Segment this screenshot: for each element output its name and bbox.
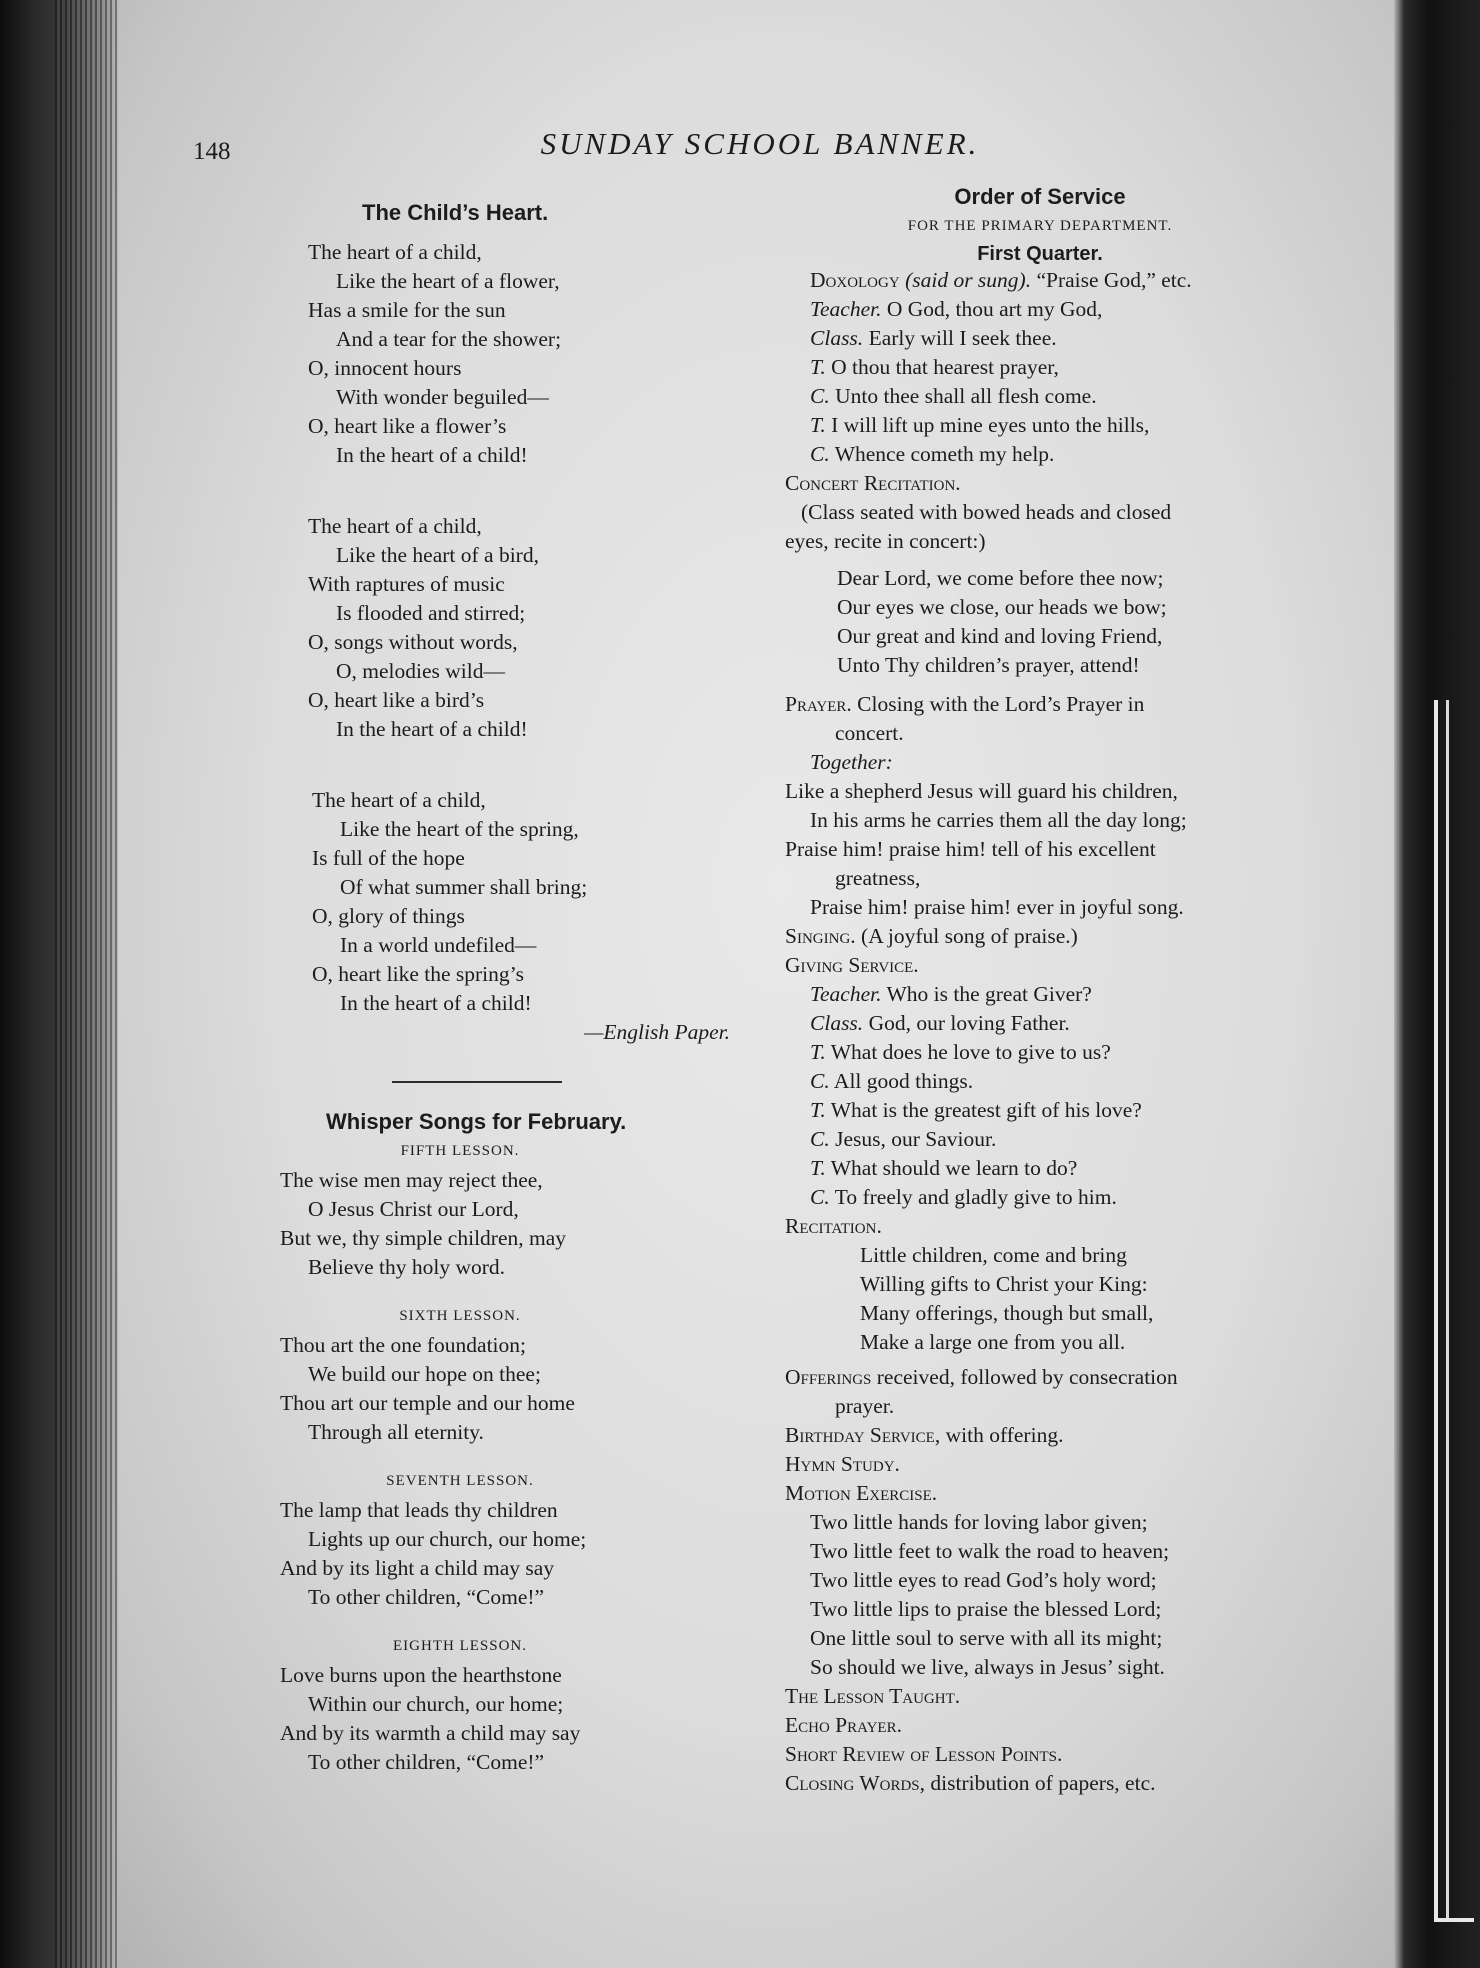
prayer-line: Prayer. Closing with the Lord’s Prayer in	[785, 692, 1145, 716]
giving-line: Class. God, our loving Father.	[810, 1011, 1070, 1035]
poem-line: Has a smile for the sun	[308, 298, 506, 322]
poem-line: With wonder beguiled—	[336, 385, 549, 409]
service-title: Order of Service	[954, 184, 1126, 209]
poem-line: Like the heart of a flower,	[336, 269, 560, 293]
lesson-block	[280, 1638, 750, 1777]
response-line: C. Unto thee shall all flesh come.	[810, 384, 1097, 408]
giving-line: T. What does he love to give to us?	[810, 1040, 1111, 1064]
lesson-line: The wise men may reject thee,	[280, 1168, 543, 1192]
lesson-line: To other children, “Come!”	[308, 1750, 545, 1774]
page-number: 148	[193, 138, 231, 165]
together-line: Praise him! praise him! ever in joyful song.	[810, 895, 1184, 919]
poem-line: The heart of a child,	[312, 788, 486, 812]
together-line: greatness,	[835, 866, 921, 890]
closing-item: Closing Words, distribution of papers, etc.	[785, 1771, 1156, 1795]
lesson-heading: SEVENTH LESSON.	[386, 1473, 534, 1489]
poem-line: O, songs without words,	[308, 630, 518, 654]
offerings-cont: prayer.	[835, 1394, 895, 1418]
together-line: In his arms he carries them all the day long;	[810, 808, 1187, 832]
response-line: C. Whence cometh my help.	[810, 442, 1055, 466]
response-line: T. I will lift up mine eyes unto the hills,	[810, 413, 1150, 437]
facing-page-edge	[1394, 0, 1480, 1968]
recitation-verse: Little children, come and bring	[860, 1243, 1127, 1267]
lesson-line: And by its light a child may say	[280, 1556, 555, 1580]
lesson-line: Believe thy holy word.	[308, 1255, 506, 1279]
lesson-line: But we, thy simple children, may	[280, 1226, 567, 1250]
lesson-line: We build our hope on thee;	[308, 1362, 541, 1386]
poem-attribution: —English Paper.	[584, 1020, 730, 1044]
poem-stanza	[308, 238, 750, 470]
poem-line: And a tear for the shower;	[336, 327, 562, 351]
concert-recitation-label: Concert Recitation.	[785, 471, 961, 495]
poem-line: Is full of the hope	[312, 846, 465, 870]
motion-line: So should we live, always in Jesus’ sight.	[810, 1655, 1165, 1679]
recitation-verse: Willing gifts to Christ your King:	[860, 1272, 1148, 1296]
closing-item: Echo Prayer.	[785, 1713, 902, 1737]
motion-line: Two little lips to praise the blessed Lord;	[810, 1597, 1162, 1621]
motion-exercise-label: Motion Exercise.	[785, 1481, 938, 1505]
giving-line: Teacher. Who is the great Giver?	[810, 982, 1092, 1006]
giving-line: T. What is the greatest gift of his love?	[810, 1098, 1142, 1122]
poem-line: Is flooded and stirred;	[336, 601, 526, 625]
poem-line: Of what summer shall bring;	[340, 875, 588, 899]
response-line: Teacher. O God, thou art my God,	[810, 297, 1103, 321]
lesson-heading: SIXTH LESSON.	[399, 1308, 521, 1324]
poem-line: O, melodies wild—	[336, 659, 505, 683]
lesson-heading: FIFTH LESSON.	[400, 1143, 520, 1159]
giving-line: T. What should we learn to do?	[810, 1156, 1078, 1180]
poem-line: In the heart of a child!	[340, 991, 532, 1015]
poem-line: The heart of a child,	[308, 240, 482, 264]
recitation-verse: Make a large one from you all.	[860, 1330, 1126, 1354]
lesson-line: And by its warmth a child may say	[280, 1721, 581, 1745]
motion-line: Two little eyes to read God’s holy word;	[810, 1568, 1157, 1592]
poem-line: In the heart of a child!	[336, 717, 528, 741]
concert-instruction: eyes, recite in concert:)	[785, 529, 986, 553]
poem-line: Like the heart of a bird,	[336, 543, 539, 567]
poem-line: O, innocent hours	[308, 356, 462, 380]
doxology-line: Doxology (said or sung). “Praise God,” etc.	[810, 268, 1192, 292]
concert-verse: Dear Lord, we come before thee now;	[837, 566, 1164, 590]
poem-line: O, heart like a bird’s	[308, 688, 485, 712]
lesson-line: Lights up our church, our home;	[308, 1527, 587, 1551]
poem-line: In a world undefiled—	[340, 933, 537, 957]
offerings-line: Offerings received, followed by consecration	[785, 1365, 1178, 1389]
motion-line: Two little feet to walk the road to heaven;	[810, 1539, 1170, 1563]
recitation-label: Recitation.	[785, 1214, 882, 1238]
lesson-line: The lamp that leads thy children	[280, 1498, 558, 1522]
lesson-block	[280, 1143, 750, 1282]
closing-item: The Lesson Taught.	[785, 1684, 961, 1708]
quarter-heading: First Quarter.	[977, 243, 1103, 265]
running-head: SUNDAY SCHOOL BANNER.	[540, 126, 980, 161]
poem-stanza	[312, 786, 750, 1018]
poem-line: O, glory of things	[312, 904, 465, 928]
hymn-study: Hymn Study.	[785, 1452, 900, 1476]
poem-line: In the heart of a child!	[336, 443, 528, 467]
whisper-title: Whisper Songs for February.	[326, 1109, 627, 1134]
poem-line: O, heart like the spring’s	[312, 962, 524, 986]
giving-service-label: Giving Service.	[785, 953, 919, 977]
birthday-line: Birthday Service, with offering.	[785, 1423, 1064, 1447]
response-line: T. O thou that hearest prayer,	[810, 355, 1059, 379]
poem-line: With raptures of music	[308, 572, 505, 596]
page-edges	[55, 0, 120, 1968]
motion-line: Two little hands for loving labor given;	[810, 1510, 1148, 1534]
right-column	[785, 184, 1345, 1798]
prayer-cont: concert.	[835, 721, 904, 745]
together-line: Praise him! praise him! tell of his excellent	[785, 837, 1156, 861]
left-column	[280, 200, 750, 1777]
closing-item: Short Review of Lesson Points.	[785, 1742, 1063, 1766]
concert-verse: Unto Thy children’s prayer, attend!	[837, 653, 1140, 677]
giving-line: C. All good things.	[810, 1069, 974, 1093]
together-line: Like a shepherd Jesus will guard his children,	[785, 779, 1178, 803]
lesson-line: Thou art the one foundation;	[280, 1333, 526, 1357]
concert-verse: Our great and kind and loving Friend,	[837, 624, 1163, 648]
giving-line: C. To freely and gladly give to him.	[810, 1185, 1117, 1209]
lesson-line: Love burns upon the hearthstone	[280, 1663, 562, 1687]
lesson-block	[280, 1473, 750, 1612]
poem-line: O, heart like a flower’s	[308, 414, 507, 438]
service-subtitle: FOR THE PRIMARY DEPARTMENT.	[907, 218, 1173, 234]
response-line: Class. Early will I seek thee.	[810, 326, 1057, 350]
lesson-line: Thou art our temple and our home	[280, 1391, 575, 1415]
lesson-line: Through all eternity.	[308, 1420, 484, 1444]
poem-title: The Child’s Heart.	[362, 200, 549, 225]
together-label: Together:	[810, 750, 893, 774]
concert-instruction: (Class seated with bowed heads and closed	[801, 500, 1172, 524]
poem-stanza	[308, 512, 750, 744]
lesson-block	[280, 1308, 750, 1447]
lesson-heading: EIGHTH LESSON.	[393, 1638, 527, 1654]
concert-verse: Our eyes we close, our heads we bow;	[837, 595, 1167, 619]
poem-line: Like the heart of the spring,	[340, 817, 579, 841]
lesson-line: To other children, “Come!”	[308, 1585, 545, 1609]
singing-line: Singing. (A joyful song of praise.)	[785, 924, 1078, 948]
poem-line: The heart of a child,	[308, 514, 482, 538]
motion-line: One little soul to serve with all its might;	[810, 1626, 1163, 1650]
lesson-line: O Jesus Christ our Lord,	[308, 1197, 519, 1221]
recitation-verse: Many offerings, though but small,	[860, 1301, 1154, 1325]
lesson-line: Within our church, our home;	[308, 1692, 564, 1716]
giving-line: C. Jesus, our Saviour.	[810, 1127, 997, 1151]
